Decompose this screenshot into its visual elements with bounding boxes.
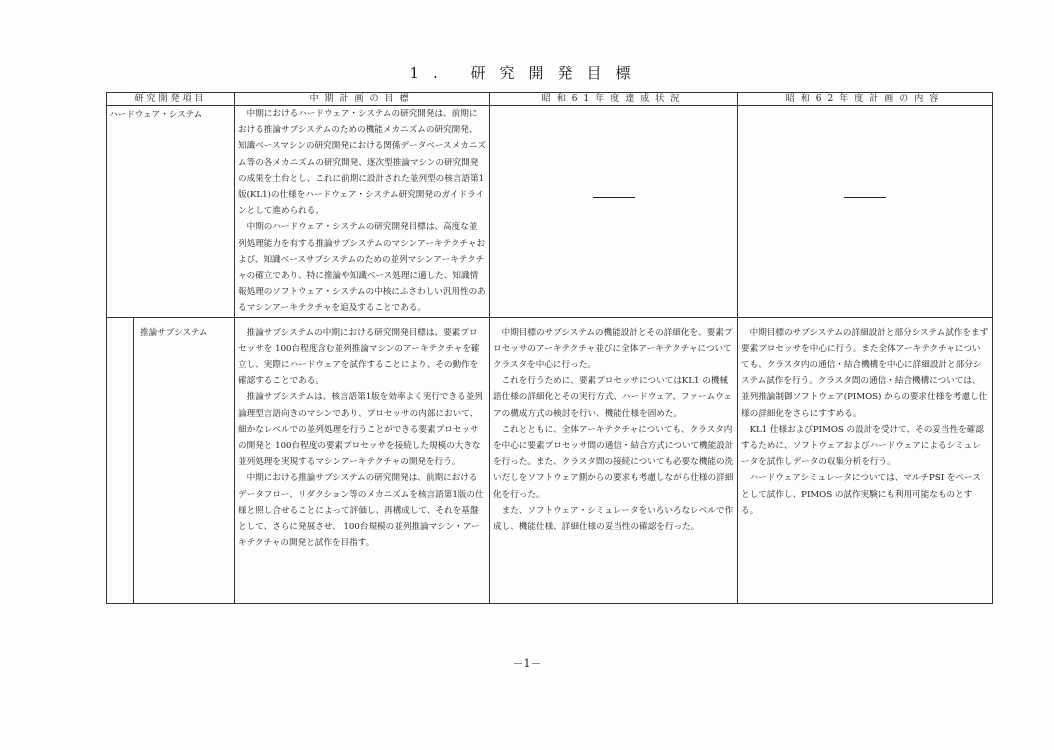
page-title: 1. 研究開発目標 [409,64,645,82]
table-row-hardware [107,106,993,318]
inference-plan-goal-cell [235,317,490,603]
table-row-inference [107,317,993,603]
indent-cell [107,317,134,603]
hardware-s61-status-cell [490,106,738,318]
hardware-s62-plan-cell [738,106,993,318]
table-header-row [107,93,993,106]
inference-s62-paragraph: 中期目標のサブシステムの詳細設計と部分システム試作をまず要素プロセッサを中心に行う。また全体アーキテクチャについても、クラスタ内の通信・結合機構を中心に詳細設計と部分システム試作を行う。クラスタ間の通信・結合機構については、並列推論制御ソフトウェア(PIMOS) からの要求仕様を考慮し仕様の詳細化をさらにすすめる。 [741,327,989,419]
inference-s61-paragraph: また、ソフトウェア・シミュレータをいろいろなレベルで作成し、機能仕様、詳細仕様の妥当性の確認を行った。 [493,505,734,533]
item-hardware-system: ハードウェア・システム [107,106,235,318]
hardware-plan-paragraph: 中期のハードウェア・システムの研究開発目標は、高度な並列処理能力を有する推論サブシステムのマシンアーキテクチャおよび、知識ベースサブシステムのための並列マシンアーキテクチャの確立であり、特に推論や知識ベース処理に適した、知識情報処理のソフトウェア・システムの中核にふさわしい汎用性のあるマシンアーキテクチャを追及することである。 [238,222,486,314]
inference-plan-paragraph: 中期における推論サブシステムの研究開発は、前期におけるデータフロー、リダクション等のメカニズムを核言語第1版の仕様と照し合せることによって評価し、再構成して、それを基盤として、さらに発展させ、 100台規模の並列推論マシン・アーキテクチャの開発と試作を目指す。 [238,473,484,549]
inference-s61-status-cell [490,317,738,603]
header-s61-status: 昭和61年度達成状況 [490,93,738,106]
inference-plan-paragraph: 推論サブシステムは、核言語第1版を効率よく実行できる並列論理型言語向きのマシンであり、プロセッサの内部において、細かなレベルでの並列処理を行うことができる要素プロセッサの開発と 100台程度の要素プロセッサを接続した規模の大きな並列処理を実現するマシンアーキテクチャの開発を行う。 [238,392,483,468]
hardware-plan-goal-cell [235,106,490,318]
hardware-plan-paragraph: 中期におけるハードウェア・システムの研究開発は、前期における推論サブシステムのための機能メカニズムの研究開発、知識ベースマシンの研究開発における関係データベースメカニズム等の各メカニズムの研究開発、逐次型推論マシンの研究開発の成果を土台とし、これに前期に設計された並列型の核言語第1版(KL1)の仕様をハードウェア・システム研究開発のガイドラインとして進められる。 [238,109,486,217]
inference-s61-paragraph: これとともに、全体アーキテクチャについても、クラスタ内を中心に要素プロセッサ間の通信・結合方式について機能設計を行った。また、クラスタ間の接続についても必要な機能の洗いだしをソフトウェア側からの要求も考慮しながら仕様の詳細化を行った。 [493,424,734,500]
item-inference-subsystem: 推論サブシステム [134,317,235,603]
research-goals-table [106,92,993,604]
header-research-item: 研究開発項目 [107,93,235,106]
header-s62-plan: 昭和62年度計画の内容 [738,93,993,106]
inference-s61-paragraph: これを行うために、要素プロセッサについてはKL1 の機械語仕様の詳細化とその実行方式、ハードウェア、ファームウェアの構成方式の検討を行い、機能仕様を固めた。 [493,376,733,419]
inference-s61-paragraph: 中期目標のサブシステムの機能設計とその詳細化を、要素プロセッサのアーキテクチャ並びに全体アーキテクチャについてクラスタを中心に行った。 [493,327,733,371]
page-number: －1－ [512,657,542,670]
inference-s62-plan-cell [738,317,993,603]
inference-s62-paragraph: ハードウェアシミュレータについては、マルチPSI をベースとして試作し、PIMOS の試作実験にも利用可能なものとする。 [741,473,981,516]
inference-s62-paragraph: KL1 仕様およびPIMOS の設計を受けて、その妥当性を確認するために、ソフトウェアおよびハードウェアによるシミュレータを試作しデータの収集分析を行う。 [741,424,984,468]
inference-plan-paragraph: 推論サブシステムの中期における研究開発目標は、要素プロセッサを 100台程度含む並列推論マシンのアーキテクチャを確立し、実際にハードウェアを試作することにより、その動作を確認することである。 [238,327,480,387]
empty-dash [844,197,886,198]
empty-dash [593,197,635,198]
header-plan-goal: 中期計画の目標 [235,93,490,106]
